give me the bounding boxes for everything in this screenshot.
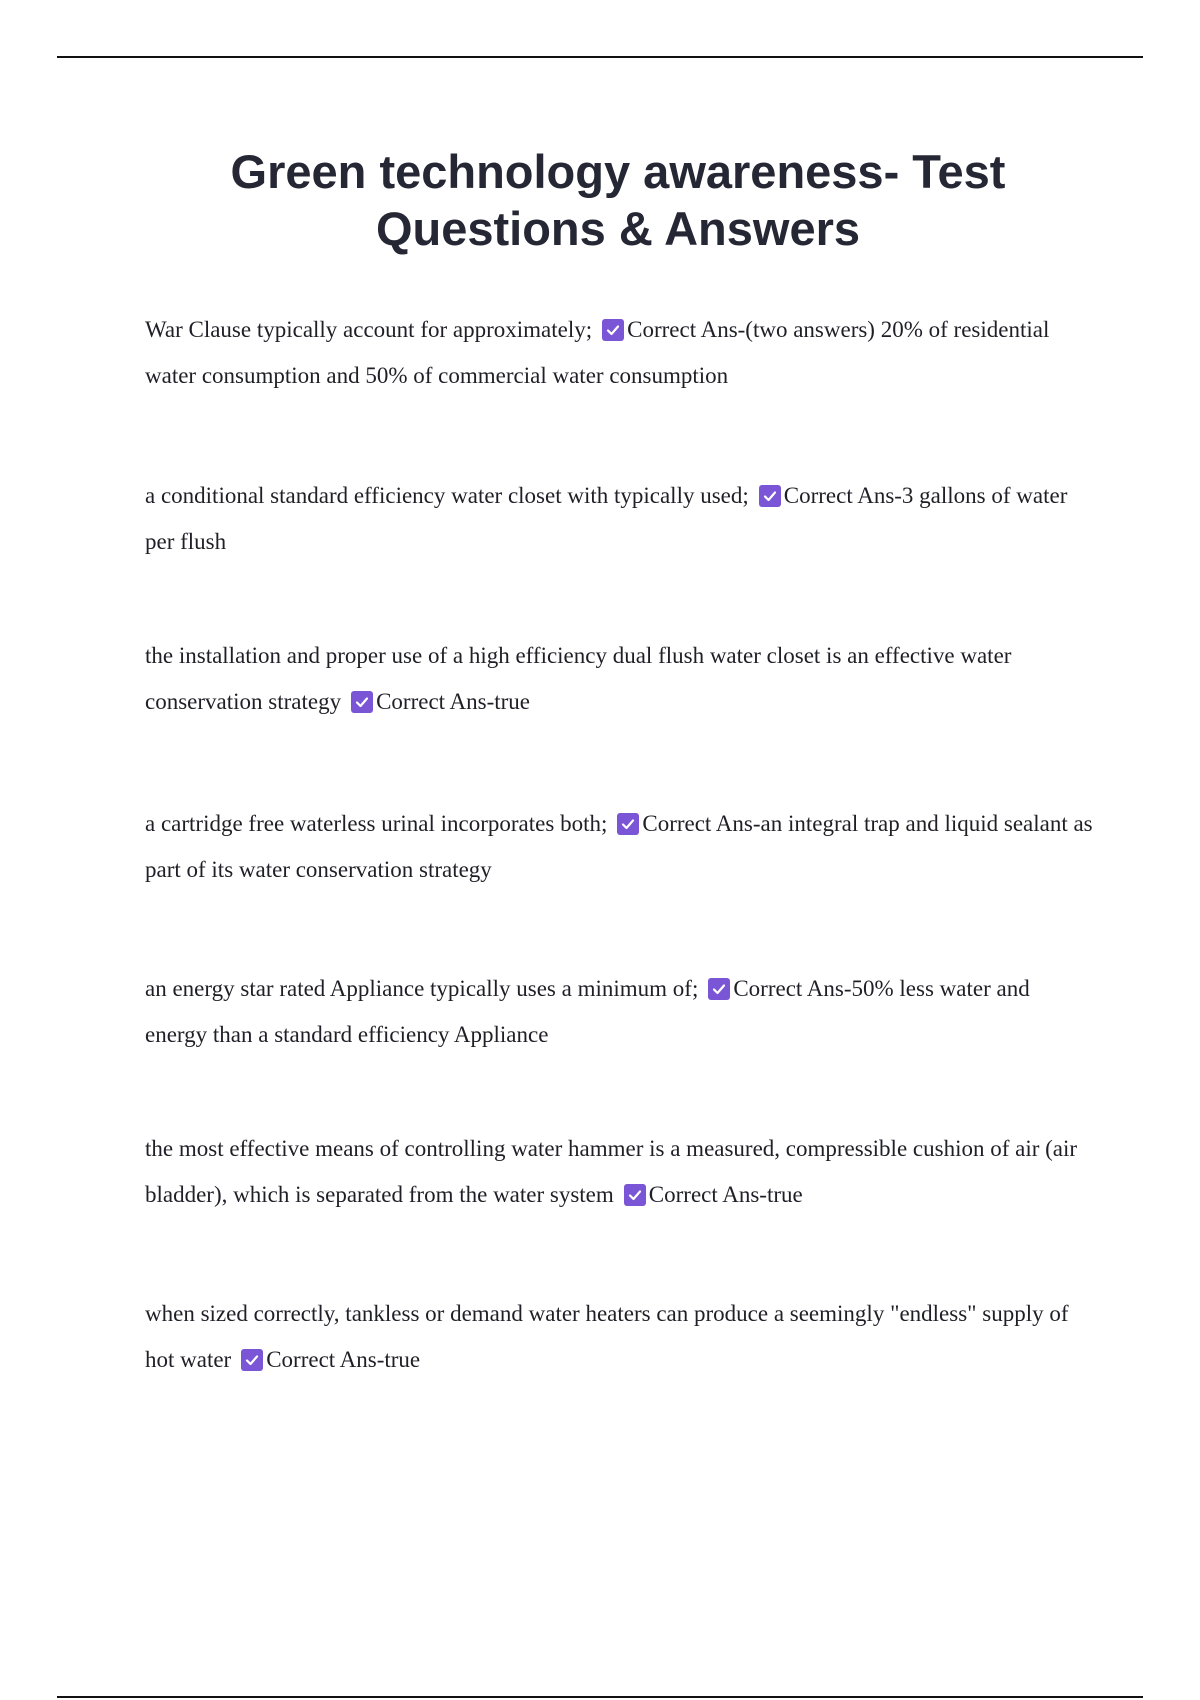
checked-checkbox-icon <box>241 1349 263 1371</box>
qa-item-6 <box>145 1126 1095 1218</box>
question-text: a conditional standard efficiency water closet with typically used; <box>145 483 749 508</box>
question-text: a cartridge free waterless urinal incorporates both; <box>145 811 608 836</box>
question-text: the most effective means of controlling water hammer is a measured, compressible cushion of air (air bladder), which is separated from the water system <box>145 1136 1078 1207</box>
question-text: an energy star rated Appliance typically uses a minimum of; <box>145 976 699 1001</box>
answer-text: Correct Ans-true <box>266 1347 421 1372</box>
top-divider <box>57 56 1143 58</box>
page-title: Green technology awareness- Test Questions & Answers <box>230 145 1006 255</box>
checked-checkbox-icon <box>602 319 624 341</box>
checked-checkbox-icon <box>351 691 373 713</box>
qa-item-4 <box>145 801 1095 893</box>
qa-item-1 <box>145 307 1095 399</box>
qa-item-7 <box>145 1291 1095 1383</box>
answer-text: Correct Ans-an integral trap and liquid sealant as part of its water conservation strategy <box>145 811 1093 882</box>
checked-checkbox-icon <box>617 813 639 835</box>
bottom-divider <box>57 1696 1143 1698</box>
answer-text: Correct Ans-3 gallons of water per flush <box>145 483 1068 554</box>
answer-text: Correct Ans-50% less water and energy than a standard efficiency Appliance <box>145 976 1030 1047</box>
qa-item-3 <box>145 633 1095 725</box>
checked-checkbox-icon <box>624 1184 646 1206</box>
answer-text: Correct Ans-true <box>648 1182 803 1207</box>
answer-text: Correct Ans-true <box>376 689 531 714</box>
question-text: War Clause typically account for approximately; <box>145 317 593 342</box>
question-text: when sized correctly, tankless or demand water heaters can produce a seemingly "endless" supply of hot water <box>145 1301 1069 1372</box>
checked-checkbox-icon <box>708 978 730 1000</box>
question-text: the installation and proper use of a high efficiency dual flush water closet is an effective water conservation strategy <box>145 643 1012 714</box>
checked-checkbox-icon <box>759 485 781 507</box>
qa-item-2 <box>145 473 1095 565</box>
qa-item-5 <box>145 966 1095 1058</box>
answer-text: Correct Ans-(two answers) 20% of residential water consumption and 50% of commercial water consumption <box>145 317 1050 388</box>
